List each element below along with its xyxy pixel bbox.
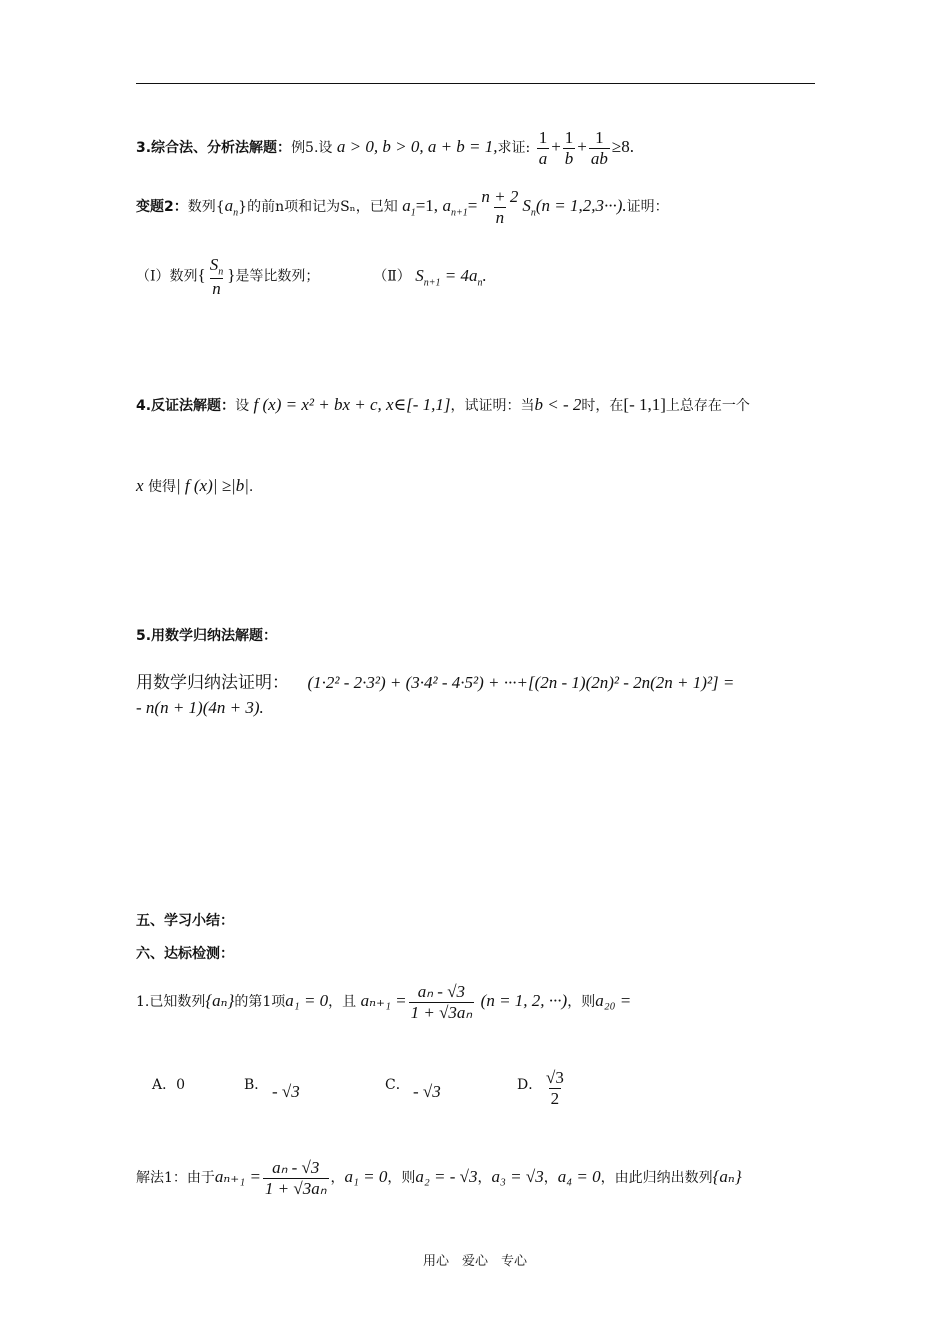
option-b-value: - √3 (272, 1082, 300, 1101)
variant-2-text-2: }的前n项和记为Sₙ，已知 (238, 199, 398, 216)
question-1-text-3: ，且 (328, 994, 357, 1011)
comma: ， (330, 1170, 345, 1187)
variant-2 (136, 187, 669, 227)
section-4-text-4: 上总存在一个 (665, 398, 750, 414)
test-heading (136, 943, 234, 963)
option-d-value: $\frac{√3}{2}$ (546, 1068, 564, 1108)
equals-sign: = (467, 196, 478, 216)
solution-a3: a₃ = √3 (491, 1167, 544, 1187)
solution-sequence: {aₙ} (712, 1167, 742, 1187)
variant-2-text: 数列{ (187, 199, 225, 216)
solution-recurrence-lhs: aₙ₊₁ = (214, 1167, 261, 1187)
option-d[interactable] (517, 1074, 542, 1094)
solution-a2: a₂ = - √3 (415, 1167, 478, 1187)
section-4-text-2: ，试证明：当 (450, 398, 535, 414)
recurrence-fraction: $\frac{\text{aₙ - √3}}{\text{1 + √3aₙ}}$ (410, 982, 473, 1022)
solution-a1: a₁ = 0 (344, 1167, 388, 1187)
option-c-label: C． (385, 1077, 410, 1093)
fraction-1-over-ab: $\frac{1}{ab}$ (590, 128, 608, 168)
induction-lead: 用数学归纳法证明： (136, 673, 289, 693)
option-d-label: D． (517, 1077, 543, 1093)
option-c-value: - √3 (413, 1082, 441, 1101)
absolute-inequality: | f (x)| ≥|b| (176, 476, 249, 495)
condition-b: b < - 2 (534, 395, 582, 414)
inequality: ≥8. (611, 137, 634, 157)
part-1-label: （Ⅰ）数列 (136, 268, 198, 285)
section-4-text-1: 设 (235, 398, 250, 414)
header-rule (136, 83, 815, 84)
summary-heading-text: 五、学习小结： (136, 913, 234, 929)
solution-1-text-1: 解法1：由于 (136, 1170, 215, 1187)
option-b[interactable] (244, 1074, 268, 1094)
fraction-1-over-b: $\frac{1}{b}$ (564, 128, 574, 168)
part-1-text: 是等比数列； (235, 268, 320, 285)
variable-x: x (136, 476, 144, 495)
condition: (n = 1,2,3···). (535, 196, 627, 216)
sequence-an: {aₙ} (205, 991, 235, 1011)
equals-one: =1, (415, 196, 439, 216)
section-4-text-3: 时，在 (581, 398, 624, 414)
part-2-expression: $S_{n+1} = 4a_n$. (415, 265, 487, 289)
recurrence-lhs: aₙ₊₁ = (360, 991, 407, 1011)
induction-line-1 (136, 668, 734, 693)
induction-result: - n(n + 1)(4n + 3). (136, 698, 264, 717)
solution-1-text-3: ，由此归纳出数列 (600, 1170, 713, 1187)
section-3 (136, 128, 634, 168)
solution-1 (136, 1158, 742, 1198)
variant-2-parts: （Ⅰ）数列{ $\frac{S_n}{n}$ }是等比数列； （Ⅱ） $S_{n+1} = 4a_n$. (136, 255, 487, 298)
section-4 (136, 395, 750, 415)
section-4-line-2 (136, 476, 253, 496)
question-1-text-4: ，则 (567, 994, 596, 1011)
a1-equals-0: a₁ = 0 (285, 991, 329, 1011)
comma: ， (477, 1170, 492, 1187)
option-a-label: A．0 (152, 1077, 186, 1093)
page-footer: 用心 爱心 专心 (422, 1254, 527, 1269)
a-n: $a_n$ (224, 196, 239, 219)
a-1: $a_1$ (402, 196, 416, 219)
question-1-text-2: 的第1项 (234, 994, 286, 1011)
summary-heading (136, 910, 234, 930)
solution-1-text-2: ，则 (387, 1170, 416, 1187)
option-c[interactable] (385, 1074, 410, 1094)
plus-sign: + (577, 137, 587, 157)
recurrence-condition: (n = 1, 2, ···) (480, 991, 568, 1011)
function-expression: f (x) = x² + bx + c, x∈[- 1,1] (253, 395, 451, 414)
comma: ， (543, 1170, 558, 1187)
interval: [- 1,1] (623, 395, 666, 414)
fraction-n-plus-2-over-n: $\frac{n + 2}{n}$ (481, 187, 519, 227)
part-2-label: （Ⅱ） (373, 268, 411, 285)
period: . (248, 479, 254, 495)
question-1-text-1: 1.已知数列 (136, 994, 206, 1011)
option-b-label: B． (244, 1077, 269, 1093)
s-n: $S_n$ (522, 196, 536, 219)
fraction-sn-over-n: $\frac{S_n}{n}$ (209, 255, 224, 298)
section-4-text-5: 使得 (148, 479, 176, 495)
solution-a4: a₄ = 0 (557, 1167, 601, 1187)
test-heading-text: 六、达标检测： (136, 946, 234, 962)
solution-recurrence-fraction: $\frac{\text{aₙ - √3}}{\text{1 + √3aₙ}}$ (264, 1158, 327, 1198)
variant-2-heading: 变题2： (136, 199, 188, 216)
plus-sign: + (551, 137, 561, 157)
prove-label: 证明： (626, 199, 669, 216)
section-5-heading: 5.用数学归纳法解题： (136, 628, 278, 644)
section-3-condition: a > 0, b > 0, a + b = 1, (336, 137, 498, 157)
target-a20: a₂₀ = (595, 991, 632, 1011)
section-5 (136, 625, 277, 645)
a-n-plus-1: $a_{n+1}$ (442, 196, 468, 219)
induction-expression: (1·2² - 2·3²) + (3·4² - 4·5²) + ···+[(2n - 1)(2n)² - 2n(2n + 1)²] = (307, 673, 735, 692)
induction-line-2 (136, 698, 264, 718)
option-a[interactable] (152, 1074, 185, 1094)
fraction-1-over-a: $\frac{1}{a}$ (538, 128, 548, 168)
section-4-heading: 4.反证法解题： (136, 398, 236, 414)
section-3-intro: 例5.设 (291, 140, 333, 157)
section-3-prove: 求证: (497, 140, 531, 157)
section-3-heading: 3.综合法、分析法解题： (136, 140, 292, 157)
question-1 (136, 982, 631, 1022)
